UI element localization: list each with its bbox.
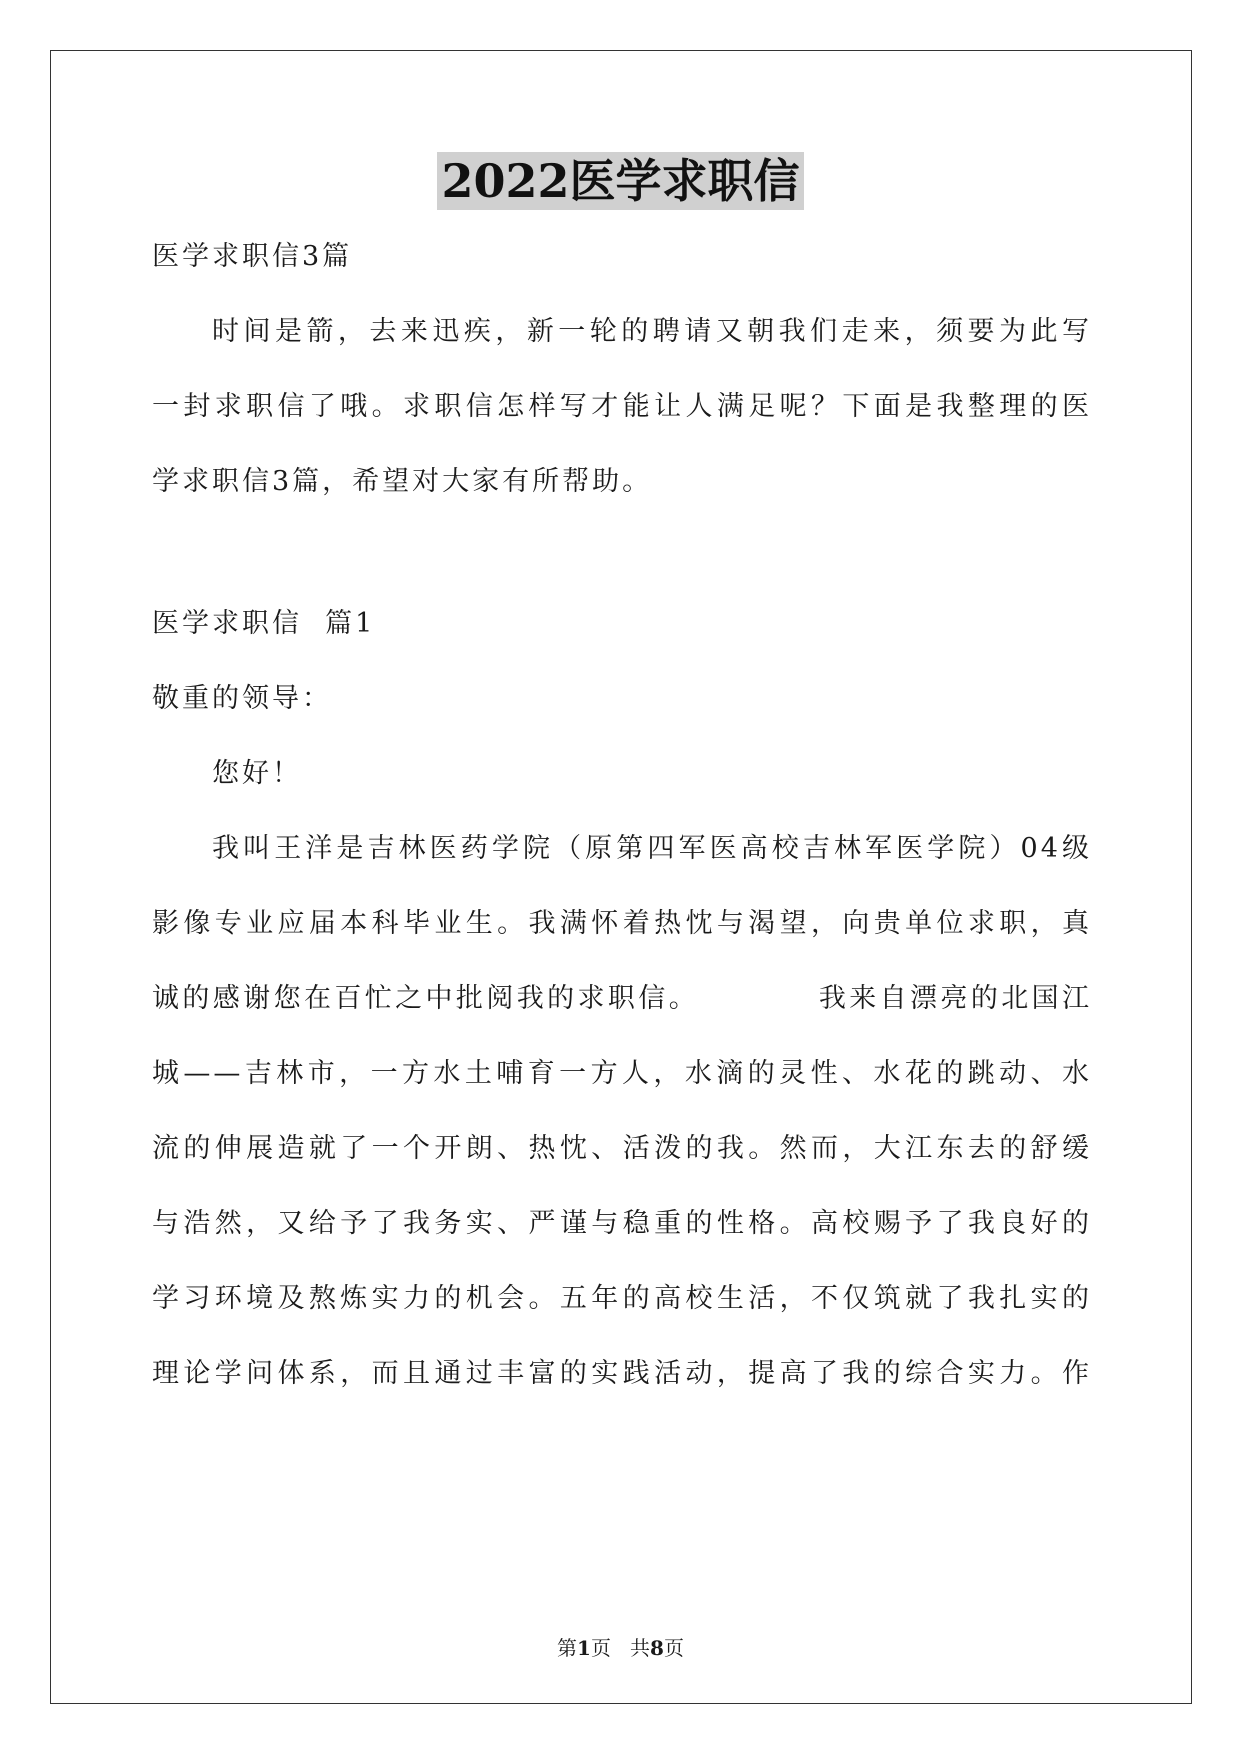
subtitle: 医学求职信3篇	[152, 241, 353, 272]
title-container	[0, 152, 1241, 210]
body-line-1: 我叫王洋是吉林医药学院（原第四军医高校吉林军医学院）04级	[212, 833, 1092, 864]
body-line-2: 影像专业应届本科毕业生。我满怀着热忱与渴望，向贵单位求职，真	[152, 908, 1092, 939]
intro-line-1: 时间是箭，去来迅疾，新一轮的聘请又朝我们走来，须要为此写	[212, 316, 1092, 347]
page-border	[50, 50, 1192, 1704]
body-line-3: 诚的感谢您在百忙之中批阅我的求职信。 我来自漂亮的北国江	[152, 983, 1092, 1014]
footer-page-total: 8	[650, 1636, 664, 1660]
section-heading: 医学求职信 篇1	[152, 608, 376, 639]
page-footer	[0, 1632, 1241, 1661]
body-line-7: 学习环境及熬炼实力的机会。五年的高校生活，不仅筑就了我扎实的	[152, 1283, 1092, 1314]
footer-page-prefix: 第	[557, 1636, 578, 1660]
document-title: 2022医学求职信	[437, 152, 803, 210]
footer-page-current: 1	[577, 1636, 591, 1660]
intro-line-2: 一封求职信了哦。求职信怎样写才能让人满足呢？下面是我整理的医	[152, 391, 1092, 422]
footer-page-mid: 页 共	[590, 1636, 651, 1660]
salutation: 敬重的领导：	[152, 683, 332, 714]
body-line-4: 城——吉林市，一方水土哺育一方人，水滴的灵性、水花的跳动、水	[152, 1058, 1092, 1089]
greeting: 您好！	[212, 758, 302, 789]
body-line-5: 流的伸展造就了一个开朗、热忱、活泼的我。然而，大江东去的舒缓	[152, 1133, 1092, 1164]
footer-page-suffix: 页	[663, 1636, 684, 1660]
body-line-8: 理论学问体系，而且通过丰富的实践活动，提高了我的综合实力。作	[152, 1358, 1092, 1389]
body-line-6: 与浩然，又给予了我务实、严谨与稳重的性格。高校赐予了我良好的	[152, 1208, 1092, 1239]
intro-line-3: 学求职信3篇，希望对大家有所帮助。	[152, 466, 653, 497]
